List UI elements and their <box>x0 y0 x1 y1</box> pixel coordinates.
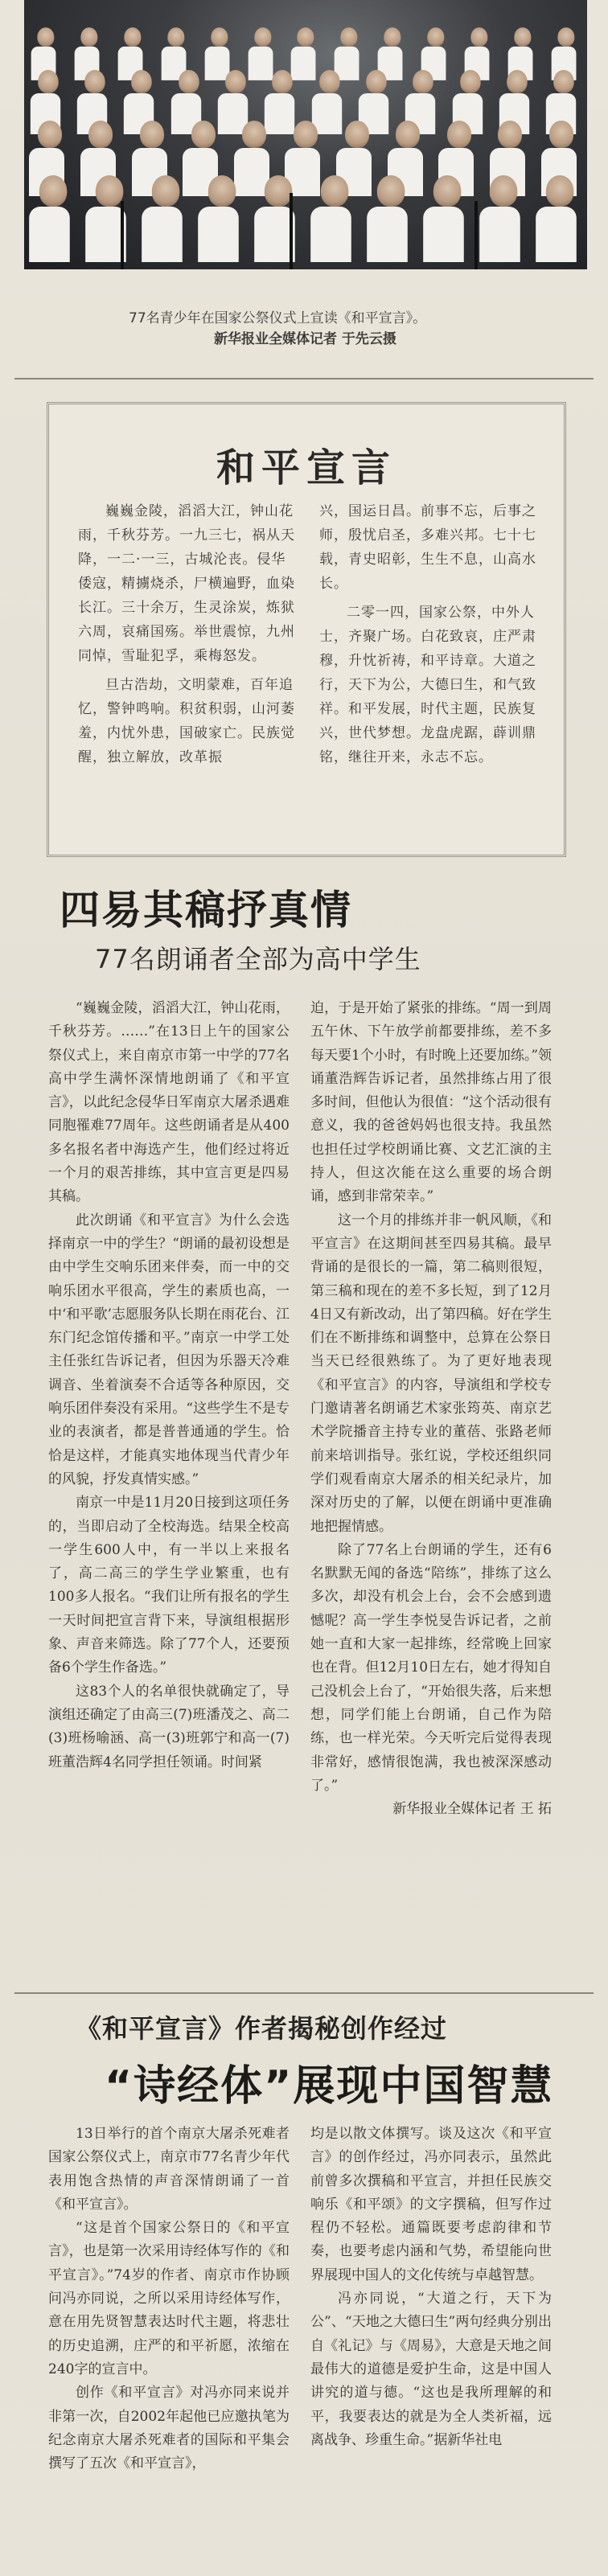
declaration-paragraph: 旦古浩劫，文明蒙难，百年追忆，警钟鸣响。积贫积弱，山河萎羞，内忧外患，国破家亡。民族觉醒，独立解放，改革振 <box>78 677 295 765</box>
choir-member <box>373 175 408 262</box>
article1-byline: 新华报业全媒体记者 王 拓 <box>392 1801 552 1818</box>
article1-subheadline: 77名朗诵者全部为高中学生 <box>95 944 421 974</box>
article-paragraph: 均是以散文体撰写。谈及这次《和平宣言》的创作经过，冯亦同表示，虽然此前曾多次撰稿和平宣言，并担任民族交响乐《和平颂》的文字撰稿，但写作过程仍不轻松。通篇既要考虑韵律和节奏，也要考虑内涵和气势，希望能向世界展现中国人的文化传统与卓越智慧。 <box>310 2126 552 2283</box>
declaration-box <box>47 402 566 857</box>
article2-column-1 <box>48 2123 290 2476</box>
article-paragraph: 除了77名上台朗诵的学生，还有6名默默无闻的备选“陪练”，排练了这么多次，却没有机会上台，会不会感到遗憾呢？高一学生李悦旻告诉记者，之前她一直和大家一起排练，经常晚上回家也在背。但12月10日左右，她才得知自己没机会上台了，“开始很失落，后来想想，同学们能上台朗诵，自己作为陪练，也一样光荣。今天听完后觉得表现非常好，感情很饱满，我也被深深感动了。” <box>310 1541 552 1794</box>
choir-member <box>429 175 464 262</box>
article1-column-1 <box>48 997 290 1774</box>
article-paragraph: “这是首个国家公祭日的《和平宣言》，也是第一次采用诗经体写作的《和平宣言》。”74岁的作者、南京市作协顾问冯亦同说，之所以采用诗经体写作，意在用先贤智慧表达时代主题，将悲壮的历史追溯，庄严的和平祈愿，浓缩在240字的宣言中。 <box>48 2220 290 2377</box>
declaration-column-2 <box>319 499 536 774</box>
article-paragraph: 13日举行的首个南京大屠杀死难者国家公祭仪式上，南京市77名青少年代表用饱含热情的声音深情朗诵了一首《和平宣言》。 <box>48 2126 290 2213</box>
article-paragraph: “巍巍金陵，滔滔大江，钟山花雨，千秋芬芳。……”在13日上午的国家公祭仪式上，来自南京市第一中学的77名高中学生满怀深情地朗诵了《和平宣言》，以此纪念侵华日军南京大屠杀遇难同胞罹难77周年。这些朗诵者是从400多名报名者中海选产生，他们经过将近一个月的艰苦排练，其中宣言更是四易其稿。 <box>48 1000 290 1205</box>
photo-caption-text: 77名青少年在国家公祭仪式上宣读《和平宣言》。 <box>129 310 427 326</box>
article-paragraph: 这一个月的排练并非一帆风顺，《和平宣言》在这期间甚至四易其稿。最早背诵的是很长的一篇，第二稿则很短，第三稿和现在的差不多长短，到了12月4日又有新改动，出了第四稿。好在学生们在不断排练和调整中，总算在公祭日当天已经很熟练了。为了更好地表现《和平宣言》的内容，导演组和学校专门邀请著名朗诵艺术家张筠英、南京艺术学院播音主持专业的董蓓、张路老师前来培训指导。张红说，学校还组织同学们观看南京大屠杀的相关纪录片，加深对历史的了解，以便在朗诵中更准确地把握情感。 <box>310 1212 552 1535</box>
article1-headline: 四易其稿抒真情 <box>60 887 352 933</box>
photo-caption <box>129 308 547 350</box>
article2-column-2 <box>310 2123 552 2452</box>
choir-member <box>317 175 351 262</box>
divider <box>14 378 594 379</box>
article-paragraph: 迫，于是开始了紧张的排练。“周一到周五午休、下午放学前都要排练，差不多每天要1个小时，有时晚上还要加练。”领诵董浩辉告诉记者，虽然排练占用了很多时间，但他认为很值：“这个活动很有意义，我的爸爸妈妈也很支持。我虽然也担任过学校朗诵比赛、文艺汇演的主持人，但这次能在这么重要的场合朗诵，感到非常荣幸。” <box>310 1000 553 1205</box>
article-paragraph: 冯亦同说，“大道之行，天下为公”、“天地之大德曰生”两句经典分别出自《礼记》与《周易》，大意是天地之间最伟大的道德是爱护生命，这是中国人讲究的道与德。“这也是我所理解的和平，我要表达的就是为全人类祈福，远离战争、珍重生命。”据新华社电 <box>310 2291 552 2448</box>
article2-pre-headline: 《和平宣言》作者揭秘创作经过 <box>76 2013 448 2044</box>
divider <box>14 1992 594 1994</box>
declaration-paragraph: 兴，国运日昌。前事不忘，后事之师，殷忧启圣，多难兴邦。七十七载，青史昭彰，生生不息，山高水长。 <box>319 503 536 592</box>
choir-member <box>204 175 239 262</box>
photo-credit: 新华报业全媒体记者 于先云摄 <box>214 331 396 347</box>
article2-headline: “诗经体”展现中国智慧 <box>105 2062 554 2110</box>
article-paragraph: 此次朗诵《和平宣言》为什么会选择南京一中的学生？“朗诵的最初设想是由中学生交响乐团来伴奏，而一中的交响乐团水平很高，学生的素质也高，一中‘和平歌’志愿服务队长期在雨花台、江东门纪念馆传播和平。”南京一中学工处主任张红告诉记者，但因为乐器天冷难调音、坐着演奏不合适等各种原因，交响乐团伴奏没有采用。“这些学生不是专业的表演者，都是普普通通的学生。恰恰是这样，才能真实地体现当代青少年的风貌，抒发真情实感。” <box>48 1212 290 1487</box>
microphone-stand <box>121 201 124 269</box>
article-paragraph: 创作《和平宣言》对冯亦同来说并非第一次，自2002年起他已应邀执笔为纪念南京大屠杀死难者的国际和平集会撰写了五次《和平宣言》， <box>48 2385 290 2472</box>
declaration-column-1 <box>78 499 295 774</box>
choir-member <box>542 175 577 262</box>
article-paragraph: 南京一中是11月20日接到这项任务的，当即启动了全校海选。结果全校高一学生600人中，有一半以上来报名了，高二高三的学生学业繁重，也有100多人报名。“我们让所有报名的学生一天时间把宣言背下来，导演组根据形象、声音来筛选。除了77个人，还要预备6个学生作备选。” <box>48 1495 290 1676</box>
declaration-paragraph: 巍巍金陵，滔滔大江，钟山花雨，千秋芬芳。一九三七，祸从天降，一二·一三，古城沦丧。侵华倭寇，精擄烧杀，尸横遍野，血染长江。三十余万，生灵涂炭，炼狱六周，哀痛国殇。举世震惊，九州同悼，雪耻犯孚，乘梅怒发。 <box>78 503 295 664</box>
microphone-stand <box>474 201 478 269</box>
choir-member <box>148 175 183 262</box>
article1-column-2 <box>310 997 552 1821</box>
choir-member <box>486 175 520 262</box>
declaration-title: 和平宣言 <box>216 445 396 490</box>
declaration-paragraph: 二零一四，国家公祭，中外人士，齐聚广场。白花致哀，庄严肃穆，升忱祈祷，和平诗章。大道之行，天下为公，大德曰生，和气致祥。和平发展，时代主题，民族复兴，世代梦想。龙盘虎踞，薜训鼎铭，继往开来，永志不忘。 <box>319 605 536 765</box>
ceremony-photo <box>24 0 587 269</box>
choir-member <box>35 175 70 262</box>
article-paragraph: 这83个人的名单很快就确定了，导演组还确定了由高三(7)班潘茂之、高二(3)班杨喻涵、高一(3)班郭宁和高一(7)班董浩辉4名同学担任领诵。时间紧 <box>48 1683 290 1770</box>
microphone-stand <box>290 193 293 269</box>
choir-row <box>24 181 587 256</box>
